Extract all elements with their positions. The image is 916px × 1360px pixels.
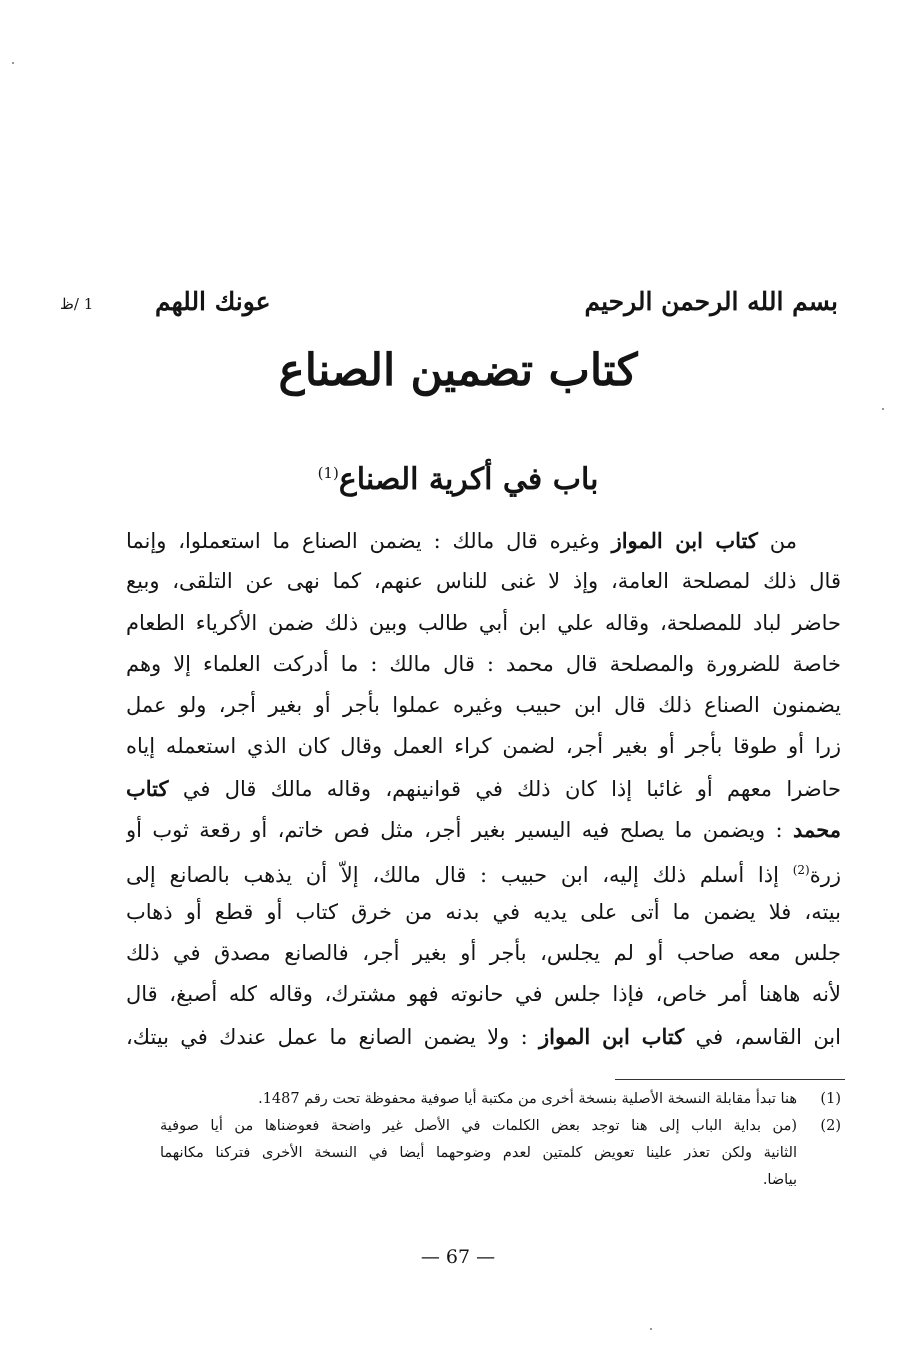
- text-run: زرة: [809, 863, 841, 888]
- footnote-reference: (2): [792, 863, 810, 878]
- text-run: زرا أو طوقا بأجر أو بغير أجر، لضمن كراء العمل وقال كان الذي استعمله إياه: [126, 734, 841, 759]
- text-run: : ولا يضمن الصانع ما عمل عندك في بيتك،: [126, 1024, 539, 1049]
- text-line: [126, 768, 841, 809]
- text-line: [126, 685, 841, 726]
- footnote: [160, 1113, 841, 1194]
- footnote-line: الثانية ولكن تعذر علينا تعويض كلمتين لعدم وضوحهما أيضا في النسخة الأخرى فتركنا مكانهما: [160, 1145, 797, 1161]
- scan-speck: [882, 408, 884, 410]
- text-line: [126, 974, 841, 1015]
- footnotes: [160, 1086, 841, 1194]
- chapter-title-text: باب في أكرية الصناع: [338, 462, 599, 497]
- text-run: ابن القاسم، في: [684, 1024, 841, 1049]
- text-line: [126, 520, 841, 561]
- footnote-text: [160, 1113, 797, 1194]
- bold-citation: كتاب ابن المواز: [538, 1023, 685, 1049]
- bold-citation: محمد: [793, 817, 841, 843]
- text-line: [126, 892, 841, 933]
- chapter-title: [0, 462, 916, 497]
- text-run: حاضر لباد للمصلحة، وقاله علي ابن أبي طالب وبين ذلك ضمن الأكرياء الطعام: [126, 610, 841, 635]
- footnote-divider: [615, 1079, 845, 1080]
- scan-speck: [12, 62, 14, 64]
- invocation-heading: عونك اللهم: [155, 287, 271, 316]
- bold-citation: كتاب ابن المواز: [611, 528, 758, 553]
- text-run: إذا أسلم ذلك إليه، ابن حبيب : قال مالك، إلاّ أن يذهب بالصانع إلى: [126, 863, 793, 888]
- footnote: [160, 1086, 841, 1113]
- footnote-line: هنا تبدأ مقابلة النسخة الأصلية بنسخة أخرى من مكتبة أيا صوفية محفوظة تحت رقم 1487.: [258, 1091, 797, 1107]
- text-line: [126, 603, 841, 644]
- text-line: [126, 1016, 841, 1057]
- footnote-number: (1): [820, 1091, 841, 1107]
- book-title: كتاب تضمين الصناع: [278, 345, 638, 396]
- basmala-heading: بسم الله الرحمن الرحيم: [584, 287, 838, 316]
- footnote-line: بياضا.: [762, 1172, 797, 1188]
- footnote-text: [160, 1086, 797, 1113]
- text-line: [126, 561, 841, 602]
- text-run: قال ذلك لمصلحة العامة، وإذ لا غنى للناس عنهم، كما نهى عن التلقى، وبيع: [126, 569, 841, 594]
- text-line: [126, 809, 841, 850]
- text-line: [126, 933, 841, 974]
- text-run: : ويضمن ما يصلح فيه اليسير بغير أجر، مثل فص خاتم، أو رقعة ثوب أو: [126, 818, 794, 843]
- text-run: وغيره قال مالك : يضمن الصناع ما استعملوا، وإنما: [126, 529, 612, 553]
- text-run: بيته، فلا يضمن ما أتى على يديه في بدنه من خرق كتاب أو قطع أو ذهاب: [126, 899, 841, 924]
- text-run: جلس معه صاحب أو لم يجلس، بأجر أو بغير أجر، فالصانع مصدق في ذلك: [126, 940, 841, 965]
- text-run: لأنه هاهنا أمر خاص، فإذا جلس في حانوته فهو مشترك، وقاله كله أصبغ، قال: [126, 982, 841, 1007]
- text-line: [126, 644, 841, 685]
- scan-speck: [650, 1328, 652, 1330]
- footnote-number: (2): [820, 1118, 841, 1134]
- page-number: — 67 —: [420, 1246, 496, 1268]
- text-run: خاصة للضرورة والمصلحة قال محمد : قال مالك : ما أدركت العلماء إلا وهم: [126, 651, 841, 676]
- text-run: من: [757, 529, 797, 553]
- footnote-reference: (1): [317, 464, 339, 482]
- folio-mark: 1 /ظ: [60, 295, 94, 313]
- bold-citation: كتاب: [126, 775, 169, 801]
- text-line: [126, 726, 841, 767]
- text-run: حاضرا معهم أو غائبا إذا كان ذلك في قوانينهم، وقاله مالك قال في: [168, 776, 841, 801]
- text-run: يضمنون الصناع ذلك قال ابن حبيب وغيره عملوا بأجر أو بغير أجر، ولو عمل: [126, 693, 841, 718]
- footnote-line: (من بداية الباب إلى هنا توجد بعض الكلمات في الأصل غير واضحة فعوضناها من أيا صوفية: [160, 1118, 797, 1134]
- text-line: [126, 850, 841, 891]
- body-text: [126, 520, 841, 1057]
